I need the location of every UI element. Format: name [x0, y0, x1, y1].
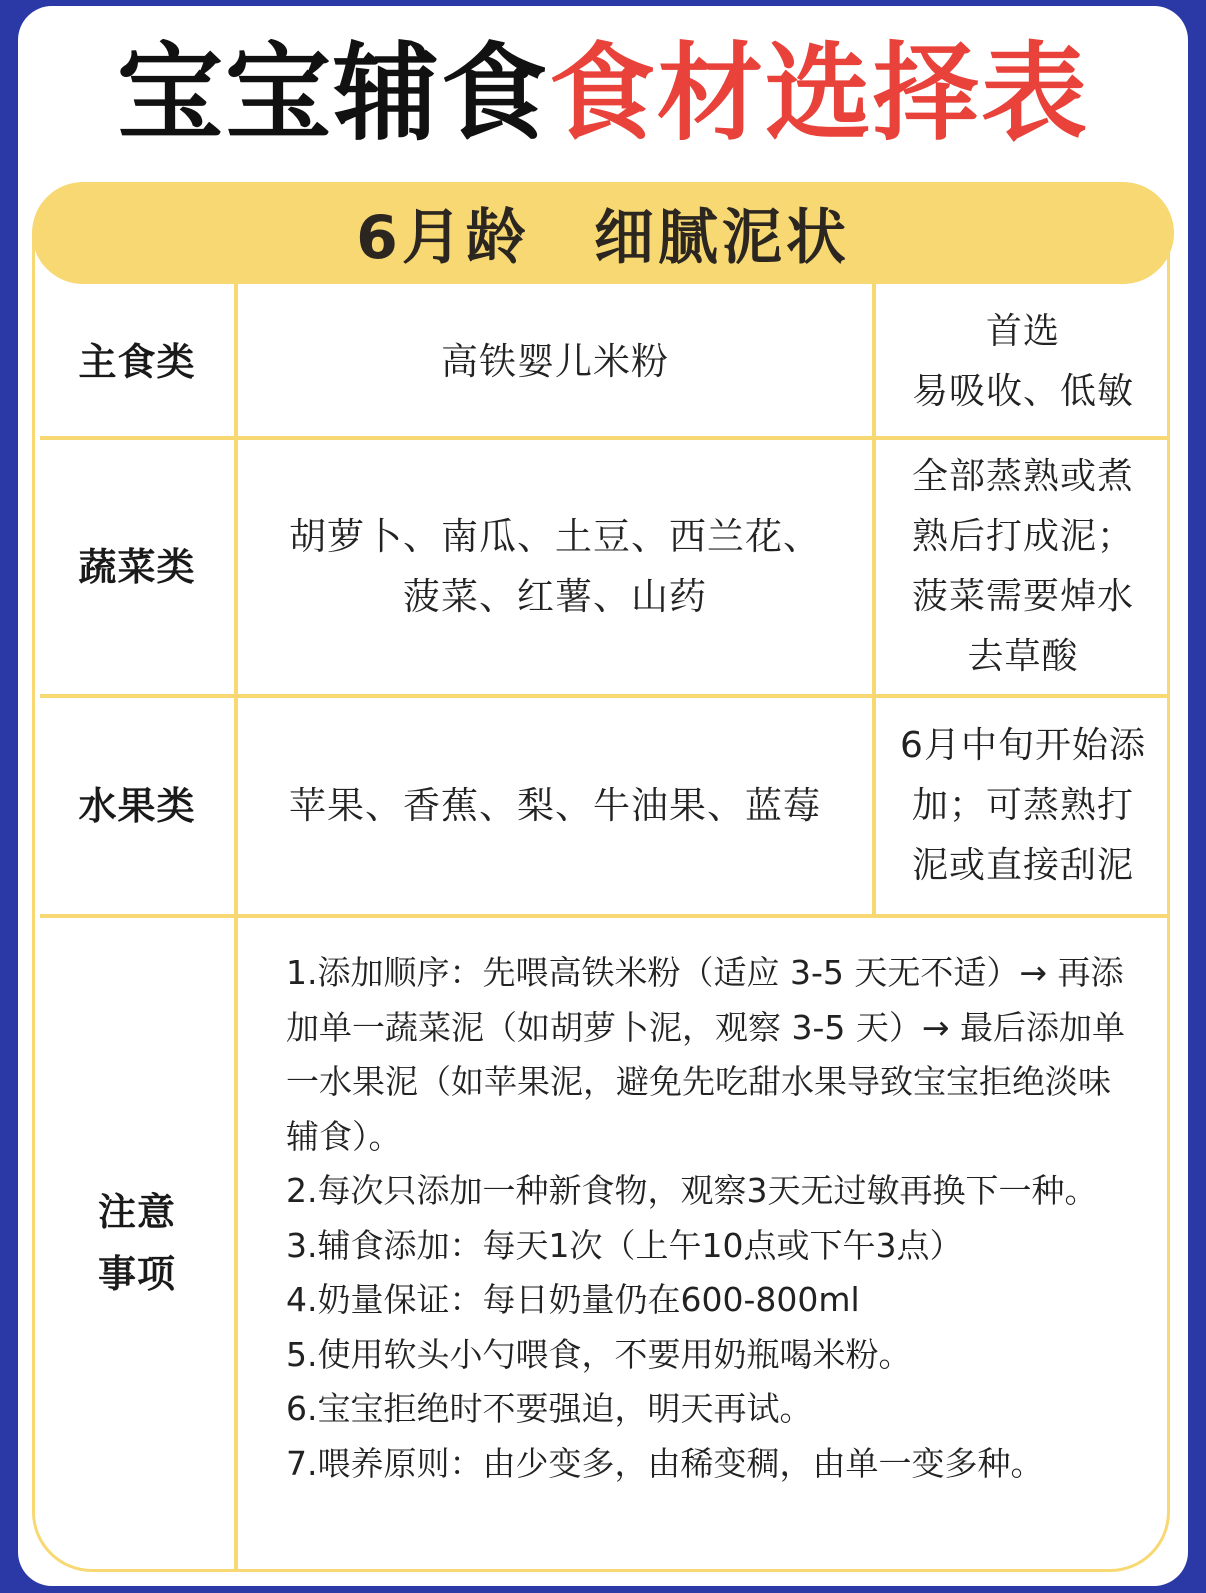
card	[18, 6, 1188, 1586]
category-fruit	[40, 698, 234, 914]
notes-label-line: 事项	[97, 1252, 176, 1296]
notes-item: 6.宝宝拒绝时不要强迫，明天再试。	[286, 1389, 813, 1428]
notes-label	[40, 918, 234, 1568]
page-title	[18, 24, 1188, 164]
category-label: 主食类	[78, 340, 196, 384]
title-part-black: 宝宝辅食	[117, 32, 549, 155]
notes-item: 7.喂养原则：由少变多，由稀变稠，由单一变多种。	[286, 1443, 1044, 1483]
notes-item: 2.每次只添加一种新食物，观察3天无过敏再换下一种。	[286, 1171, 1098, 1210]
note-fruit	[876, 698, 1170, 914]
notes-item: 1.添加顺序：先喂高铁米粉（适应 3-5 天无不适）→ 再添	[286, 953, 1124, 992]
food-line: 高铁婴儿米粉	[441, 340, 669, 383]
category-vegetable	[40, 440, 234, 694]
notes-item: 4.奶量保证：每日奶量仍在600-800ml	[286, 1280, 860, 1319]
note-line: 加；可蒸熟打	[911, 785, 1134, 826]
food-line: 胡萝卜、南瓜、土豆、西兰花、	[289, 515, 821, 558]
notes-label-line: 注意	[97, 1190, 176, 1234]
food-line: 苹果、香蕉、梨、牛油果、蓝莓	[289, 784, 821, 827]
category-label: 水果类	[78, 784, 196, 828]
food-line: 菠菜、红薯、山药	[403, 575, 707, 618]
category-staple	[40, 288, 234, 436]
notes-item: 加单一蔬菜泥（如胡萝卜泥，观察 3-5 天）→ 最后添加单	[286, 1007, 1126, 1047]
note-line: 6月中旬开始添	[900, 725, 1146, 766]
title-part-red: 食材选择表	[549, 32, 1089, 155]
notes-item: 辅食）。	[286, 1116, 402, 1156]
foods-vegetable	[238, 440, 872, 694]
note-line: 泥或直接刮泥	[911, 845, 1134, 886]
note-line: 去草酸	[967, 636, 1079, 677]
foods-fruit	[238, 698, 872, 914]
notes-item: 3.辅食添加：每天1次（上午10点或下午3点）	[286, 1225, 963, 1265]
notes-item: 5.使用软头小勺喂食，不要用奶瓶喝米粉。	[286, 1334, 912, 1374]
subtitle-banner	[32, 182, 1174, 284]
notes-item: 一水果泥（如苹果泥，避免先吃甜水果导致宝宝拒绝淡味	[286, 1062, 1111, 1101]
note-line: 易吸收、低敏	[911, 371, 1134, 412]
note-staple	[876, 288, 1170, 436]
note-line: 菠菜需要焯水	[911, 576, 1134, 617]
notes-list	[286, 946, 1166, 1491]
note-line: 全部蒸熟或煮	[911, 456, 1134, 497]
foods-staple	[238, 288, 872, 436]
subtitle-text: 6月龄 细腻泥状	[356, 203, 850, 273]
note-line: 熟后打成泥；	[911, 516, 1134, 557]
note-vegetable	[876, 440, 1170, 694]
note-line: 首选	[985, 311, 1060, 352]
category-label: 蔬菜类	[78, 545, 196, 589]
